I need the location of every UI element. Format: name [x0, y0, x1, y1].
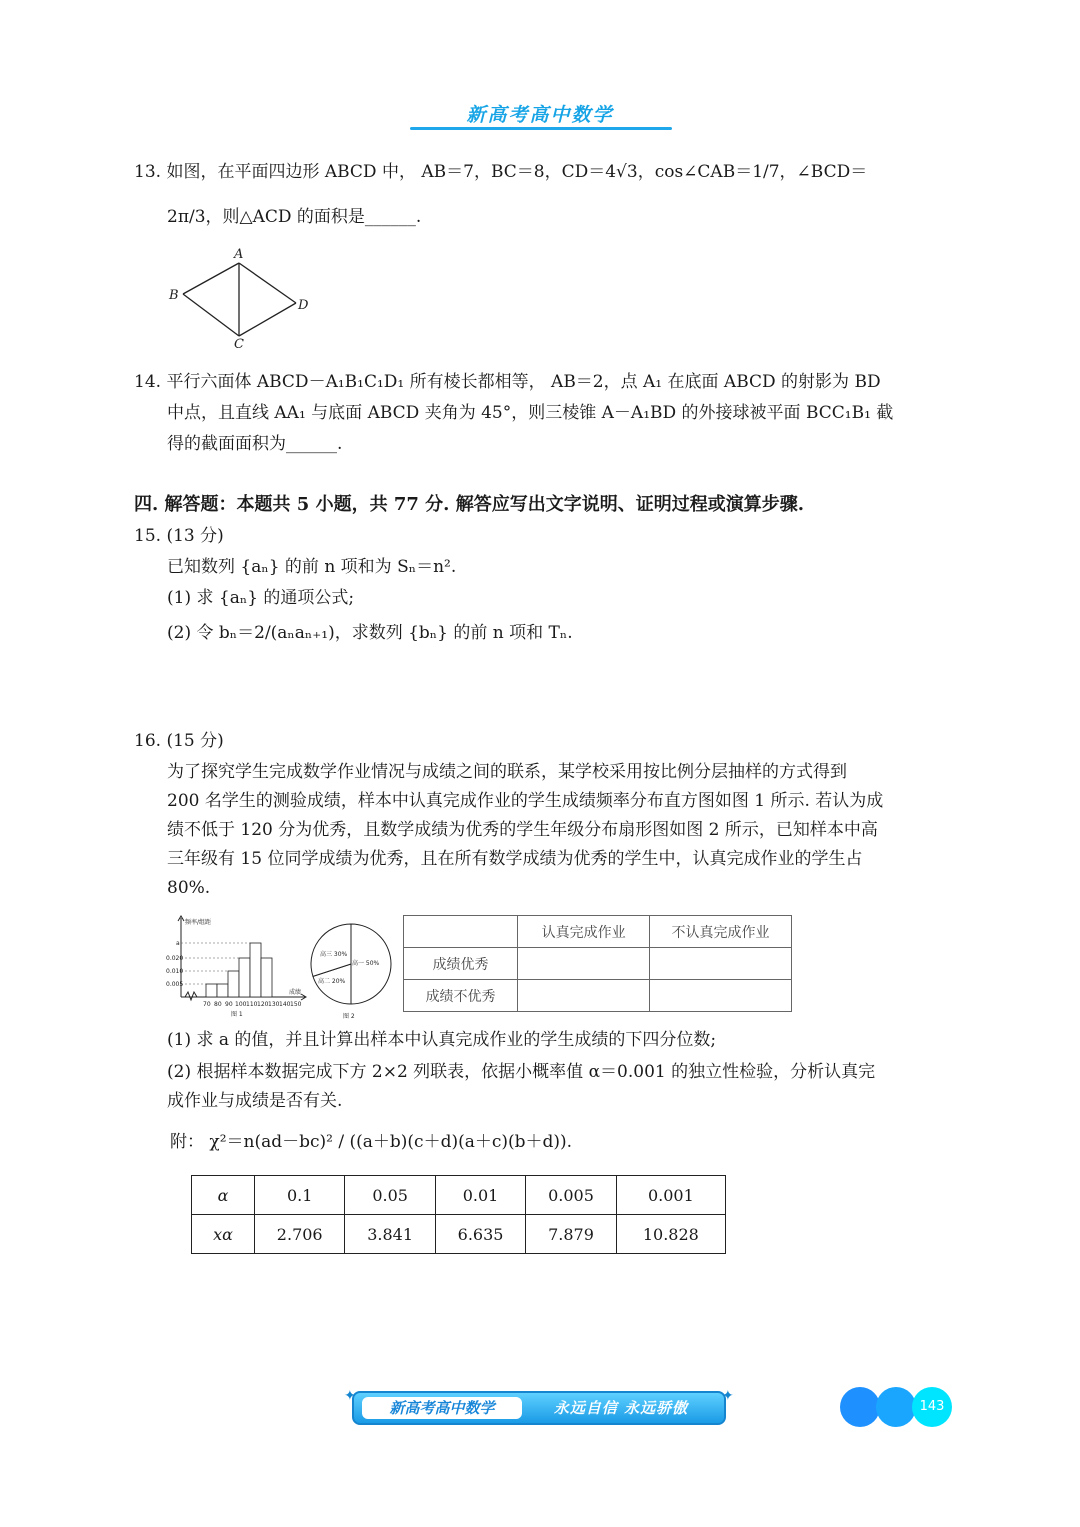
table-cell: 0.001 — [616, 1176, 725, 1215]
hist-ytick: a — [176, 940, 180, 947]
table-cell: 3.841 — [345, 1215, 435, 1254]
histogram-bar — [261, 958, 272, 997]
page-circle-decor — [876, 1387, 916, 1427]
pie-figure — [303, 916, 399, 1020]
q14-line3: 得的截面面积为______. — [167, 434, 343, 454]
header-underline — [410, 127, 672, 130]
histogram-bar — [239, 958, 250, 997]
histogram-bar — [206, 984, 217, 997]
q16-appendix: 附： χ²＝n(ad－bc)² / ((a＋b)(c＋d)(a＋c)(b＋d)). — [170, 1132, 573, 1152]
table-cell: 10.828 — [616, 1215, 725, 1254]
table-cell: 0.05 — [345, 1176, 435, 1215]
q16-line1: 为了探究学生完成数学作业情况与成绩之间的联系，某学校采用按比例分层抽样的方式得到 — [167, 762, 847, 782]
q13-line2: 2π/3，则△ACD 的面积是______. — [167, 207, 422, 227]
table-cell — [650, 948, 792, 980]
q15-part2: (2) 令 bₙ＝2/(aₙaₙ₊₁)，求数列 {bₙ} 的前 n 项和 Tₙ. — [167, 623, 573, 643]
hist-ytick: 0.005 — [166, 981, 184, 988]
table-header: 不认真完成作业 — [650, 916, 792, 948]
hist-xtick: 90 — [225, 1001, 233, 1008]
pie-label-grade1: 高一 50% — [352, 960, 380, 967]
footer-right-text: 永远自信 永远骄傲 — [553, 1399, 689, 1417]
table-cell — [518, 948, 650, 980]
page-circle-decor — [840, 1387, 880, 1427]
hist-xtick: 70 — [203, 1001, 211, 1008]
hist-xtick: 150 — [290, 1001, 302, 1008]
critical-value-table — [191, 1175, 726, 1254]
histogram-bar — [217, 984, 228, 997]
section-heading: 四. 解答题：本题共 5 小题，共 77 分. 解答应写出文字说明、证明过程或演算步骤. — [134, 494, 804, 515]
q16-part2a: (2) 根据样本数据完成下方 2×2 列联表，依据小概率值 α＝0.001 的独立性检验，分析认真完 — [167, 1062, 876, 1082]
hist-xtick: 80 — [214, 1001, 222, 1008]
star-icon: ✦ — [722, 1388, 734, 1404]
table-cell: 0.005 — [526, 1176, 616, 1215]
q15-part1: (1) 求 {aₙ} 的通项公式; — [167, 588, 355, 608]
hist-xtick: 100 — [235, 1001, 247, 1008]
quadrilateral-figure — [160, 245, 320, 350]
hist-xtick: 110 — [246, 1001, 258, 1008]
star-icon: ✦ — [344, 1388, 356, 1404]
table-row-header: xα — [192, 1215, 255, 1254]
q16-head: 16. (15 分) — [134, 731, 224, 751]
table-cell: 0.01 — [435, 1176, 525, 1215]
page-number: 143 — [912, 1387, 952, 1427]
contingency-table — [403, 915, 792, 1012]
label-c: C — [234, 337, 244, 350]
hist-caption: 图 1 — [231, 1011, 243, 1018]
q15-head: 15. (13 分) — [134, 526, 224, 546]
table-cell: 7.879 — [526, 1215, 616, 1254]
histogram-bar — [250, 943, 261, 997]
hist-xtick: 120 — [257, 1001, 269, 1008]
label-b: B — [169, 288, 179, 303]
hist-xtick: 130 — [268, 1001, 280, 1008]
table-cell — [518, 980, 650, 1012]
pie-caption: 图 2 — [343, 1013, 355, 1020]
hist-ytick: 0.010 — [166, 968, 184, 975]
footer-left-text: 新高考高中数学 — [362, 1397, 522, 1419]
hist-ylabel: 频率/组距 — [185, 919, 212, 926]
q16-line3: 绩不低于 120 分为优秀，且数学成绩为优秀的学生年级分布扇形图如图 2 所示，已知样本中高 — [167, 820, 878, 840]
table-cell — [650, 980, 792, 1012]
table-cell — [404, 916, 518, 948]
pie-label-grade2: 高二 20% — [318, 978, 346, 985]
table-row-header: 成绩不优秀 — [404, 980, 518, 1012]
q16-line4: 三年级有 15 位同学成绩为优秀，且在所有数学成绩为优秀的学生中，认真完成作业的学生占 — [167, 849, 863, 869]
table-row-header: 成绩优秀 — [404, 948, 518, 980]
q13-line1: 13. 如图，在平面四边形 ABCD 中， AB＝7，BC＝8，CD＝4√3，cos∠CAB＝1/7，∠BCD＝ — [134, 162, 868, 182]
table-row-header: α — [192, 1176, 255, 1215]
q16-line2: 200 名学生的测验成绩，样本中认真完成作业的学生成绩频率分布直方图如图 1 所示. 若认为成 — [167, 791, 884, 811]
histogram-bar — [228, 971, 239, 997]
header-title: 新高考高中数学 — [466, 104, 614, 126]
q16-part1: (1) 求 a 的值，并且计算出样本中认真完成作业的学生成绩的下四分位数; — [167, 1030, 717, 1050]
hist-xtick: 140 — [279, 1001, 291, 1008]
q14-line1: 14. 平行六面体 ABCD－A₁B₁C₁D₁ 所有棱长都相等， AB＝2，点 A₁ 在底面 ABCD 的射影为 BD — [134, 372, 881, 392]
q16-line5: 80%. — [167, 878, 211, 898]
label-a: A — [234, 247, 244, 262]
pie-label-grade3: 高三 30% — [320, 951, 348, 958]
table-cell: 2.706 — [255, 1215, 345, 1254]
histogram-figure — [165, 912, 310, 1020]
q16-part2b: 成作业与成绩是否有关. — [167, 1091, 343, 1111]
table-header: 认真完成作业 — [518, 916, 650, 948]
table-cell: 6.635 — [435, 1215, 525, 1254]
q14-line2: 中点，且直线 AA₁ 与底面 ABCD 夹角为 45°，则三棱锥 A－A₁BD 的外接球被平面 BCC₁B₁ 截 — [167, 403, 894, 423]
hist-ytick: 0.020 — [166, 955, 184, 962]
label-d: D — [298, 298, 309, 313]
footer-banner — [352, 1391, 726, 1425]
q15-stem: 已知数列 {aₙ} 的前 n 项和为 Sₙ＝n². — [167, 557, 457, 577]
table-cell: 0.1 — [255, 1176, 345, 1215]
hist-xlabel: 成绩 — [289, 989, 302, 996]
